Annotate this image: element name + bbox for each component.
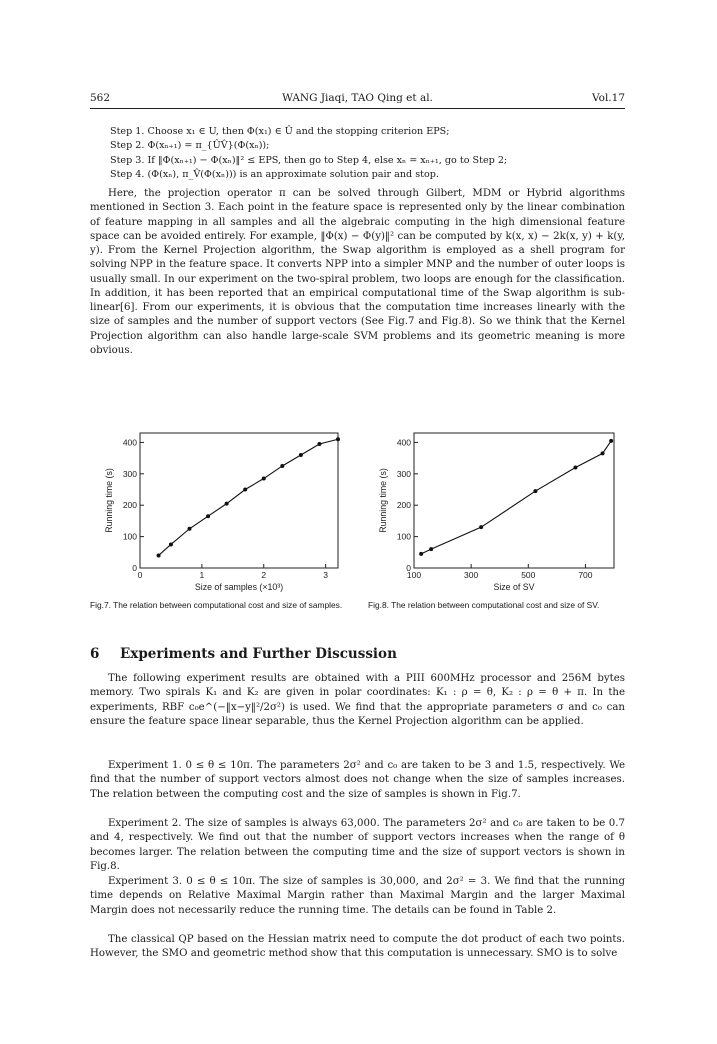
data-point [573,466,577,470]
figure-8-chart [362,405,627,600]
y-tick-label: 200 [396,500,411,511]
figure-8-caption: Fig.8. The relation between computational cost and size of SV. [368,600,600,610]
data-point [601,451,605,455]
step-2: Step 2. Φ(xₙ₊₁) = π_{ÛV̂}(Φ(xₙ)); [110,140,270,152]
running-header [90,92,625,109]
data-point [188,527,192,531]
data-point [609,439,613,443]
y-tick-label: 0 [406,563,411,573]
paragraph-projection: Here, the projection operator π can be solved through Gilbert, MDM or Hybrid algorithms mentioned in Section 3. Each point in the feature space is represented only by the linear combination of feature mapping in all samples and all the algebraic computing in the high dimensional feature space can be avoided entirely. For example, ‖Φ(x) − Φ(y)‖² can be computed by k(x, x) − 2k(x, y) + k(y, y). [90,188,625,257]
y-tick-label: 200 [122,500,137,511]
x-tick-label: 100 [406,570,422,580]
x-axis-label: Size of samples (×10³) [194,582,284,592]
paragraph-experiment-1: Experiment 1. 0 ≤ θ ≤ 10π. The parameters 2σ² and c₀ are taken to be 3 and 1.5, respectively. We find that the number of support vectors almost does not change when the size of samples increases. The relation between the computing cost and the size of samples is shown in Fig.7. [90,760,625,800]
paragraph-experiment-2: Experiment 2. The size of samples is always 63,000. The parameters 2σ² and c₀ are taken to be 0.7 and 4, respectively. We find out that the number of support vectors increases when the range of θ becomes larger. The relation between the computing time and the size of support vectors is shown in Fig.8. [90,818,625,872]
x-tick-label: 300 [464,570,479,580]
data-point [243,488,247,492]
figure-7-caption: Fig.7. The relation between computational cost and size of samples. [90,600,343,610]
figure-7-chart [90,405,360,600]
header-title: WANG Jiaqi, TAO Qing et al. [282,92,433,104]
y-axis-label: Running time (s) [378,468,388,533]
x-tick-label: 3 [323,570,328,580]
algorithm-steps [110,125,625,183]
step-3: Step 3. If ‖Φ(xₙ₊₁) − Φ(xₙ)‖² ≤ EPS, then go to Step 4, else xₙ = xₙ₊₁, go to Step 2; [110,154,508,166]
series-line [159,439,338,555]
x-tick-label: 500 [521,570,536,580]
data-point [225,502,229,506]
y-tick-label: 0 [132,563,137,573]
x-tick-label: 1 [199,570,205,580]
paragraph-swap: From the Kernel Projection algorithm, the Swap algorithm is employed as a shell program for solving NPP in the feature space. It converts NPP into a simpler MNP and the number of outer loops is usually small. In our experiment on the two-spiral problem, two loops are enough for the classification. In addition, it has been reported that an empirical computational time of the Swap algorithm is sub-linear[6]. From our experiments, it is obvious that the computation time increases linearly with the size of samples and the number of support vectors (See Fig.7 and Fig.8). So we think that the Kernel Projection algorithm can also handle large-scale SVM problems and its geometric meaning is more obvious. [90,245,625,357]
page-number: 562 [90,92,111,104]
volume-label: Vol.17 [592,92,625,104]
data-point [299,453,303,457]
x-tick-label: 700 [578,570,593,580]
y-tick-label: 100 [122,531,137,542]
data-point [262,477,266,481]
figure-8 [362,405,627,600]
paragraph-setup: The following experiment results are obtained with a PIII 600MHz processor and 256M bytes memory. Two spirals K₁ and K₂ are given in polar coordinates: K₁ : ρ = θ, K₂ : ρ = θ + π. In the experiments, RBF c₀e^(−‖x−y‖²/2σ²) is used. We find that the appropriate parameters σ and c₀ can ensure the feature space linear separable, thus the Kernel Projection algorithm can be applied. [90,673,625,727]
plot-frame [414,433,614,568]
y-tick-label: 100 [396,531,411,542]
step-4: Step 4. (Φ(xₙ), π_V̂(Φ(xₙ))) is an approximate solution pair and stop. [110,169,439,181]
x-tick-label: 0 [137,570,143,580]
y-axis-label: Running time (s) [104,468,114,533]
section-number: 6 [90,646,100,662]
y-tick-label: 400 [122,437,137,448]
data-point [169,542,173,546]
paragraph-experiment-3: Experiment 3. 0 ≤ θ ≤ 10π. The size of samples is 30,000, and 2σ² = 3. We find that the running time depends on Relative Maximal Margin rather than Maximal Margin and the larger Maximal Margin does not necessarily reduce the running time. The details can be found in Table 2. [90,876,625,916]
y-tick-label: 400 [396,437,411,448]
data-point [429,547,433,551]
data-point [280,464,284,468]
data-point [206,514,210,518]
data-point [317,442,321,446]
section-title-text: Experiments and Further Discussion [120,646,397,662]
data-point [533,489,537,493]
figure-7 [90,405,360,600]
data-point [336,437,340,441]
step-1: Step 1. Choose x₁ ∈ U, then Φ(x₁) ∈ Û and the stopping criterion EPS; [110,126,450,137]
x-axis-label: Size of SV [493,582,535,592]
data-point [419,552,423,556]
data-point [157,553,161,557]
x-tick-label: 2 [261,570,267,580]
y-tick-label: 300 [122,468,137,479]
section-heading [90,646,397,662]
paragraph-qp: The classical QP based on the Hessian matrix need to compute the dot product of each two points. However, the SMO and geometric method show that this computation is unnecessary. SMO is to solve [90,934,625,960]
y-tick-label: 300 [396,468,411,479]
series-line [421,441,611,554]
data-point [479,525,483,529]
plot-frame [140,433,338,568]
